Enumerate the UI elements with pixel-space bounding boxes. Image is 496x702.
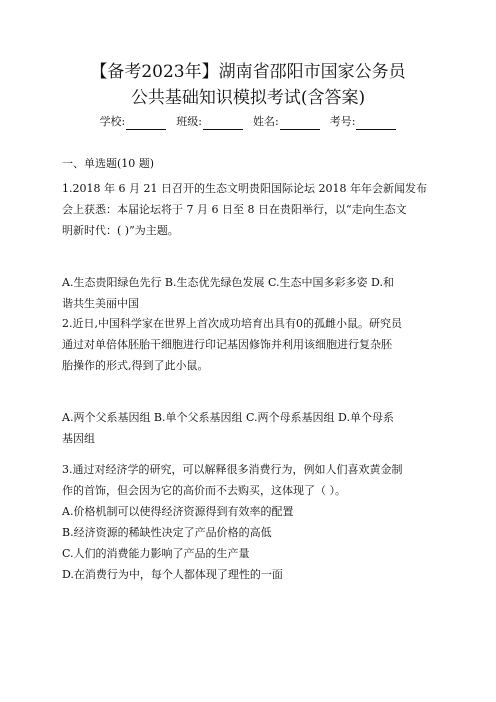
- question-3-option-a: A.价格机制可以使得经济资源得到有效率的配置: [62, 505, 294, 518]
- question-3-option-c: C.人们的消费能力影响了产品的生产量: [62, 547, 250, 560]
- document-title-line-1: 【备考2023年】湖南省邵阳市国家公务员: [90, 62, 406, 82]
- question-1-option-line: 谐共生美丽中国: [62, 297, 139, 310]
- question-3-option-d: D.在消费行为中，每个人都体现了理性的一面: [62, 568, 283, 581]
- question-3: [62, 459, 434, 585]
- class-field: [176, 114, 243, 130]
- question-2-options: [62, 407, 434, 449]
- name-label: 姓名:: [253, 115, 279, 128]
- question-2: [62, 313, 434, 376]
- question-1-option-line: A.生态贵阳绿色先行 B.生态优先绿色发展 C.生态中国多彩多姿 D.和: [62, 276, 394, 289]
- class-blank[interactable]: [203, 118, 243, 130]
- school-field: [100, 114, 167, 130]
- question-1-line: 会上获悉：本届论坛将于 7 月 6 日至 8 日在贵阳举行，以“走向生态文: [62, 203, 407, 216]
- name-blank[interactable]: [280, 118, 320, 130]
- class-label: 班级:: [176, 115, 202, 128]
- question-2-option-line: A.两个父系基因组 B.单个父系基因组 C.两个母系基因组 D.单个母系: [62, 411, 394, 424]
- question-1-options: [62, 272, 434, 314]
- question-1: [62, 178, 434, 241]
- question-2-line: 2.近日,中国科学家在世界上首次成功培育出具有0的孤雌小鼠。研究员: [62, 317, 402, 330]
- exam-number-blank[interactable]: [356, 118, 396, 130]
- document-title-line-2: 公共基础知识模拟考试(含答案): [130, 88, 366, 108]
- name-field: [253, 114, 320, 130]
- section-title: 一、单选题(10 题): [62, 157, 155, 170]
- exam-number-label: 考号:: [329, 115, 356, 128]
- question-3-line: 3.通过对经济学的研究，可以解释很多消费行为，例如人们喜欢黄金制: [62, 463, 403, 476]
- question-3-option-b: B.经济资源的稀缺性决定了产品价格的高低: [62, 526, 272, 539]
- question-2-option-line: 基因组: [62, 432, 95, 445]
- question-1-line: 明新时代：( )”为主题。: [62, 224, 179, 237]
- question-2-line: 通过对单倍体胚胎干细胞进行印记基因修饰并利用该细胞进行复杂胚: [62, 338, 392, 351]
- question-3-line: 作的首饰，但会因为它的高价而不去购买，这体现了（ ）。: [62, 484, 346, 497]
- student-info-row: [56, 114, 440, 130]
- question-2-line: 胎操作的形式,得到了此小鼠。: [62, 359, 209, 372]
- question-1-line: 1.2018 年 6 月 21 日召开的生态文明贵阳国际论坛 2018 年年会新闻发布: [62, 182, 427, 195]
- exam-number-field: [330, 114, 397, 130]
- school-blank[interactable]: [126, 118, 166, 130]
- school-label: 学校:: [99, 115, 126, 128]
